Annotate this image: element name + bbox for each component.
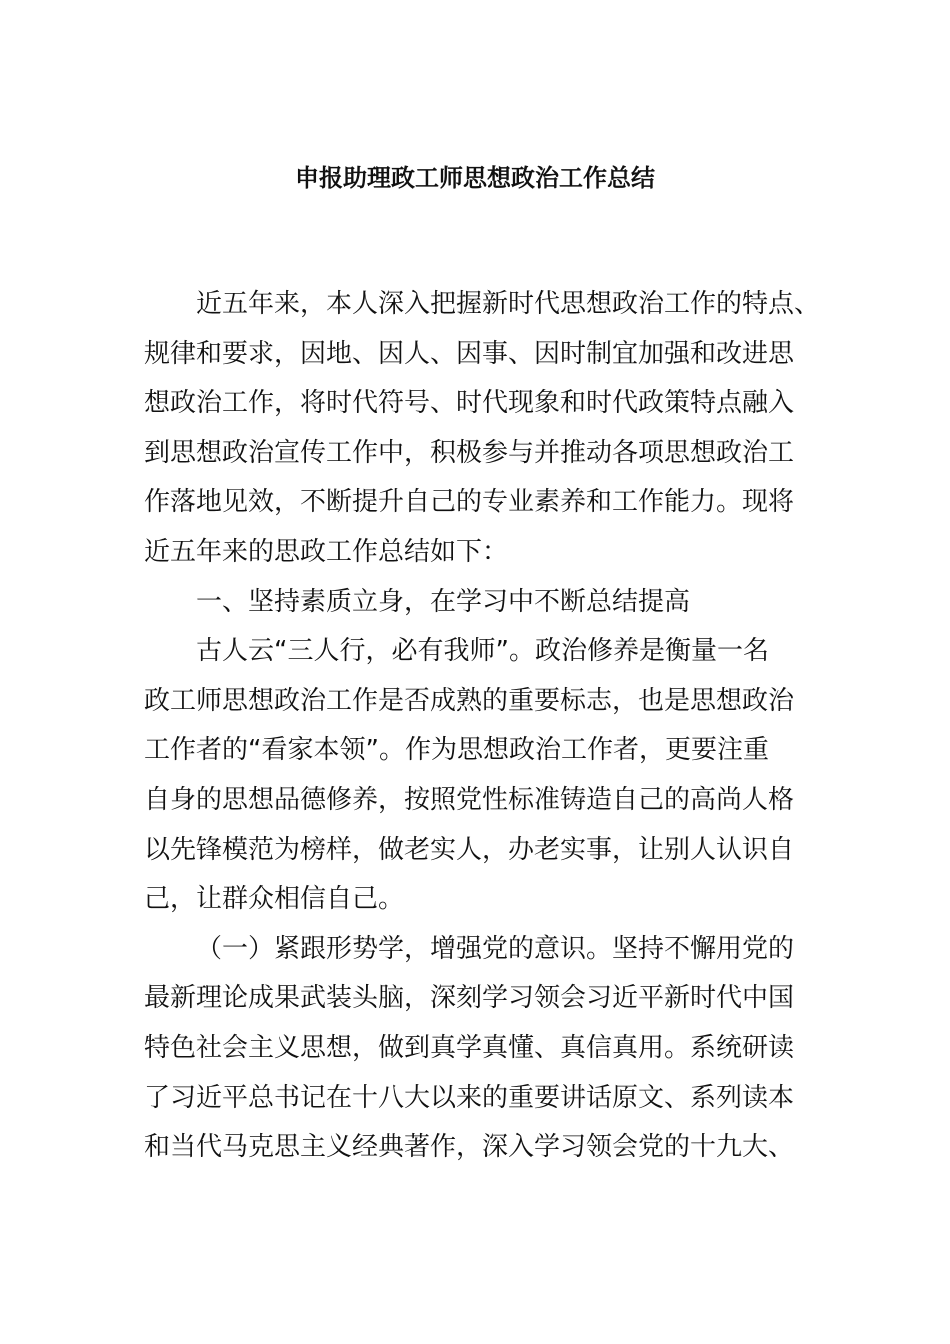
paragraph-line: 规律和要求，因地、因人、因事、因时制宜加强和改进思	[144, 338, 795, 369]
paragraph-line: 古人云“三人行，必有我师”。政治修养是衡量一名	[196, 636, 769, 667]
paragraph-line: 工作者的“看家本领”。作为思想政治工作者，更要注重	[144, 735, 769, 766]
paragraph-line: 和当代马克思主义经典著作，深入学习领会党的十九大、	[144, 1132, 795, 1163]
paragraph-line: 了习近平总书记在十八大以来的重要讲话原文、系列读本	[144, 1082, 795, 1113]
section-heading: 一、坚持素质立身，在学习中不断总结提高	[196, 586, 691, 617]
paragraph-line: 近五年来，本人深入把握新时代思想政治工作的特点、	[196, 289, 821, 319]
paragraph-line: 政工师思想政治工作是否成熟的重要标志，也是思想政治	[144, 685, 795, 716]
paragraph-line: 自身的思想品德修养，按照党性标准铸造自己的高尚人格	[144, 784, 795, 815]
paragraph-line: 想政治工作，将时代符号、时代现象和时代政策特点融入	[144, 388, 795, 419]
paragraph-line: 己，让群众相信自己。	[144, 884, 405, 915]
paragraph-line: 特色社会主义思想，做到真学真懂、真信真用。系统研读	[144, 1032, 795, 1063]
paragraph-line: （一）紧跟形势学，增强党的意识。坚持不懈用党的	[196, 933, 795, 964]
paragraph-line: 作落地见效，不断提升自己的专业素养和工作能力。现将	[144, 487, 795, 518]
document-body	[144, 280, 821, 1173]
paragraph-line: 最新理论成果武装头脑，深刻学习领会习近平新时代中国	[144, 983, 795, 1014]
document-title: 申报助理政工师思想政治工作总结	[295, 164, 655, 192]
paragraph-line: 近五年来的思政工作总结如下：	[144, 536, 509, 567]
paragraph-line: 以先锋模范为榜样，做老实人，办老实事，让别人认识自	[144, 834, 795, 865]
paragraph-line: 到思想政治宣传工作中，积极参与并推动各项思想政治工	[144, 437, 795, 468]
